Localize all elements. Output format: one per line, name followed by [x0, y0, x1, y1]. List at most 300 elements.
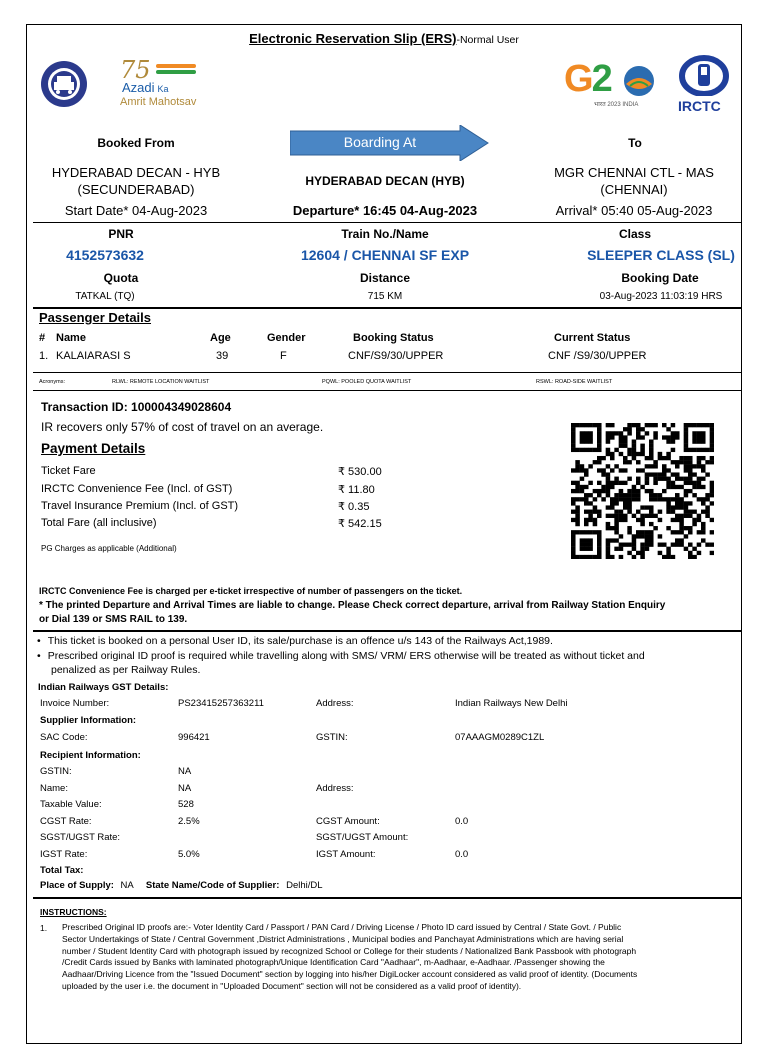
- qr-module: [610, 526, 615, 530]
- qr-module: [701, 468, 706, 472]
- qr-module: [580, 547, 585, 551]
- boarding-label: Boarding At: [343, 134, 417, 150]
- qr-module: [575, 514, 580, 518]
- gst-igst-amount-value: 0.0: [455, 849, 469, 860]
- qr-module: [632, 547, 637, 551]
- qr-module: [580, 423, 585, 427]
- qr-module: [593, 460, 598, 464]
- qr-module: [684, 489, 689, 493]
- gst-sac-label: SAC Code:: [40, 732, 88, 743]
- qr-module: [697, 439, 702, 443]
- irctc-text: IRCTC: [678, 98, 721, 114]
- qr-module: [636, 518, 641, 522]
- qr-module: [645, 423, 650, 427]
- qr-module: [636, 530, 641, 534]
- qr-module: [671, 485, 676, 489]
- qr-module: [614, 547, 619, 551]
- qr-module: [692, 431, 697, 435]
- qr-module: [584, 472, 589, 476]
- payment-value: ₹ 542.15: [338, 518, 382, 530]
- qr-module: [675, 501, 680, 505]
- qr-module: [584, 423, 589, 427]
- gst-invoice-label: Invoice Number:: [40, 698, 110, 709]
- divider-6: [33, 897, 742, 899]
- convenience-fee-note: IRCTC Convenience Fee is charged per e-ticket irrespective of number of passengers on the ticket.: [39, 586, 463, 596]
- qr-module: [584, 510, 589, 514]
- qr-module: [662, 435, 667, 439]
- qr-module: [649, 472, 654, 476]
- qr-module: [653, 493, 658, 497]
- qr-module: [679, 456, 684, 460]
- qr-module: [692, 547, 697, 551]
- qr-module: [575, 555, 580, 559]
- qr-module: [710, 551, 714, 555]
- qr-module: [671, 555, 676, 559]
- start-date: Start Date* 04-Aug-2023: [64, 203, 208, 218]
- bullet-2: • Prescribed original ID proof is required while travelling along with SMS/ VRM/ ERS otherwise will be treated as without ticket and: [37, 650, 645, 662]
- instruction-line: /Credit Cards issued by Banks with laminated photograph/Unique Identification Card "Aadhaar", m-Aadhaar, e-Aadhaar. /Passenger showing the: [62, 957, 605, 968]
- qr-module: [588, 448, 593, 452]
- qr-module: [658, 534, 663, 538]
- pg-charges-note: PG Charges as applicable (Additional): [41, 544, 177, 553]
- g20-text: G2: [564, 58, 611, 100]
- qr-module: [649, 489, 654, 493]
- transaction-id: Transaction ID: 100004349028604: [41, 400, 232, 414]
- qr-module: [684, 464, 689, 468]
- qr-module: [623, 514, 628, 518]
- qr-module: [697, 543, 702, 547]
- gst-r-gstin-value: NA: [178, 766, 192, 777]
- qr-module: [584, 439, 589, 443]
- col-gender: Gender: [267, 332, 306, 344]
- qr-module: [697, 423, 702, 427]
- qr-module: [623, 501, 628, 505]
- qr-module: [684, 431, 689, 435]
- qr-module: [649, 530, 654, 534]
- qr-module: [666, 485, 671, 489]
- gst-sac-value: 996421: [178, 732, 210, 743]
- qr-module: [658, 477, 663, 481]
- qr-module: [684, 448, 689, 452]
- qr-module: [627, 423, 632, 427]
- payment-details-title: Payment Details: [41, 441, 146, 456]
- qr-module: [675, 477, 680, 481]
- quota-value: TATKAL (TQ): [75, 291, 135, 302]
- qr-module: [710, 431, 714, 435]
- qr-module: [571, 547, 576, 551]
- qr-module: [636, 435, 641, 439]
- divider-1: [33, 222, 742, 223]
- qr-module: [692, 510, 697, 514]
- qr-module: [575, 485, 580, 489]
- qr-module: [679, 518, 684, 522]
- from-station-line2: (SECUNDERABAD): [77, 182, 195, 197]
- qr-module: [666, 501, 671, 505]
- gst-cgst-amount-label: CGST Amount:: [316, 816, 380, 827]
- qr-module: [584, 435, 589, 439]
- qr-module: [571, 439, 576, 443]
- qr-module: [675, 485, 680, 489]
- qr-module: [710, 456, 714, 460]
- qr-module: [671, 423, 676, 427]
- qr-module: [636, 493, 641, 497]
- gst-total-tax-label: Total Tax:: [40, 865, 84, 876]
- qr-module: [688, 551, 693, 555]
- qr-module: [593, 555, 598, 559]
- passenger-num: 1.: [39, 350, 49, 362]
- qr-module: [588, 514, 593, 518]
- qr-module: [597, 456, 602, 460]
- times-note-line1: * The printed Departure and Arrival Times are liable to change. Please Check correct departure, arrival from Railway Station Enquiry: [39, 600, 666, 611]
- qr-module: [575, 481, 580, 485]
- qr-module: [571, 423, 576, 427]
- qr-module: [632, 555, 637, 559]
- qr-module: [636, 431, 641, 435]
- qr-module: [710, 485, 714, 489]
- col-num: #: [39, 332, 46, 344]
- qr-module: [710, 435, 714, 439]
- qr-module: [692, 522, 697, 526]
- qr-module: [688, 448, 693, 452]
- qr-module: [692, 472, 697, 476]
- qr-module: [705, 493, 710, 497]
- qr-module: [597, 444, 602, 448]
- qr-module: [653, 526, 658, 530]
- qr-module: [571, 448, 576, 452]
- qr-module: [679, 497, 684, 501]
- qr-module: [580, 439, 585, 443]
- qr-module: [597, 530, 602, 534]
- qr-module: [632, 423, 637, 427]
- qr-module: [580, 555, 585, 559]
- qr-module: [705, 505, 710, 509]
- col-booking-status: Booking Status: [353, 332, 434, 344]
- gst-r-address-label: Address:: [316, 783, 354, 794]
- qr-module: [593, 489, 598, 493]
- qr-module: [679, 460, 684, 464]
- gst-cgst-amount-value: 0.0: [455, 816, 469, 827]
- qr-module: [671, 472, 676, 476]
- qr-module: [623, 468, 628, 472]
- gst-title: Indian Railways GST Details:: [38, 682, 169, 693]
- payment-row: [41, 500, 238, 512]
- qr-module: [649, 448, 654, 452]
- qr-module: [688, 501, 693, 505]
- qr-module: [580, 530, 585, 534]
- qr-module: [632, 538, 637, 542]
- gst-cgst-rate-label: CGST Rate:: [40, 816, 92, 827]
- qr-module: [632, 534, 637, 538]
- qr-module: [606, 522, 611, 526]
- qr-module: [662, 472, 667, 476]
- qr-module: [619, 493, 624, 497]
- qr-module: [649, 439, 654, 443]
- qr-module: [671, 431, 676, 435]
- qr-module: [623, 493, 628, 497]
- class-label: Class: [618, 227, 652, 241]
- gst-taxable-label: Taxable Value:: [40, 799, 102, 810]
- qr-module: [658, 510, 663, 514]
- qr-module: [640, 530, 645, 534]
- qr-module: [671, 530, 676, 534]
- indian-railways-logo: [40, 60, 88, 108]
- qr-module: [653, 460, 658, 464]
- qr-module: [597, 555, 602, 559]
- qr-module: [580, 464, 585, 468]
- qr-module: [645, 472, 650, 476]
- qr-module: [606, 435, 611, 439]
- qr-module: [701, 477, 706, 481]
- qr-module: [701, 439, 706, 443]
- qr-module: [684, 510, 689, 514]
- qr-module: [692, 423, 697, 427]
- qr-module: [571, 518, 576, 522]
- instruction-line: Prescribed Original ID proofs are:- Voter Identity Card / Passport / PAN Card / Driving License / Photo ID card issued by Central / State Govt. / Public: [62, 922, 622, 932]
- qr-module: [645, 530, 650, 534]
- qr-module: [627, 448, 632, 452]
- qr-module: [684, 477, 689, 481]
- qr-module: [649, 444, 654, 448]
- qr-module: [632, 439, 637, 443]
- qr-module: [614, 477, 619, 481]
- qr-module: [597, 448, 602, 452]
- qr-module: [684, 468, 689, 472]
- qr-module: [692, 481, 697, 485]
- qr-module: [645, 547, 650, 551]
- qr-module: [588, 547, 593, 551]
- qr-module: [593, 497, 598, 501]
- qr-module: [606, 439, 611, 443]
- qr-module: [671, 435, 676, 439]
- qr-module: [588, 481, 593, 485]
- qr-module: [666, 435, 671, 439]
- gst-name-label: Name:: [40, 783, 68, 794]
- qr-module: [606, 555, 611, 559]
- qr-module: [632, 514, 637, 518]
- qr-module: [627, 551, 632, 555]
- qr-module: [584, 518, 589, 522]
- qr-module: [619, 431, 624, 435]
- qr-module: [601, 472, 606, 476]
- qr-module: [684, 456, 689, 460]
- qr-module: [627, 489, 632, 493]
- qr-module: [597, 547, 602, 551]
- qr-module: [606, 547, 611, 551]
- qr-module: [588, 423, 593, 427]
- qr-module: [645, 505, 650, 509]
- qr-module: [666, 456, 671, 460]
- ers-title-suffix: -Normal User: [456, 34, 519, 46]
- qr-module: [614, 514, 619, 518]
- qr-module: [614, 501, 619, 505]
- qr-module: [593, 510, 598, 514]
- qr-module: [666, 497, 671, 501]
- qr-module: [588, 510, 593, 514]
- qr-module: [606, 526, 611, 530]
- qr-module: [597, 460, 602, 464]
- qr-module: [697, 530, 702, 534]
- qr-module: [610, 452, 615, 456]
- qr-module: [701, 464, 706, 468]
- qr-module: [627, 431, 632, 435]
- col-current-status: Current Status: [554, 332, 631, 344]
- instruction-1-num: 1.: [40, 923, 48, 933]
- qr-module: [571, 534, 576, 538]
- qr-module: [623, 505, 628, 509]
- qr-module: [640, 551, 645, 555]
- qr-module: [588, 538, 593, 542]
- qr-module: [688, 477, 693, 481]
- qr-module: [666, 505, 671, 509]
- qr-module: [580, 431, 585, 435]
- qr-module: [688, 468, 693, 472]
- qr-module: [606, 477, 611, 481]
- qr-module: [575, 518, 580, 522]
- qr-module: [588, 439, 593, 443]
- bullet-1: • This ticket is booked on a personal User ID, its sale/purchase is an offence u/s 143 of the Railways Act,1989.: [37, 635, 553, 647]
- qr-module: [575, 468, 580, 472]
- qr-module: [619, 547, 624, 551]
- qr-module: [593, 530, 598, 534]
- qr-module: [701, 501, 706, 505]
- qr-module: [688, 456, 693, 460]
- qr-module: [705, 510, 710, 514]
- booked-from-label: Booked From: [97, 136, 175, 150]
- col-name: Name: [56, 332, 86, 344]
- qr-module: [679, 501, 684, 505]
- qr-module: [684, 534, 689, 538]
- qr-module: [606, 431, 611, 435]
- qr-module: [588, 493, 593, 497]
- qr-module: [710, 427, 714, 431]
- qr-module: [606, 464, 611, 468]
- acronym-pqwl: PQWL: POOLED QUOTA WAITLIST: [322, 379, 412, 385]
- qr-module: [640, 534, 645, 538]
- qr-module: [666, 547, 671, 551]
- qr-module: [580, 485, 585, 489]
- qr-module: [623, 460, 628, 464]
- qr-module: [627, 460, 632, 464]
- divider-4: [33, 390, 742, 391]
- instruction-line: Sector Undertakings of State / Central Government ,District Administrations , Municipal bodies and Panchayat Administrations which are having serial: [62, 933, 624, 944]
- qr-module: [606, 543, 611, 547]
- qr-module: [627, 501, 632, 505]
- qr-module: [584, 497, 589, 501]
- qr-module: [666, 551, 671, 555]
- qr-module: [679, 477, 684, 481]
- qr-module: [701, 538, 706, 542]
- qr-module: [614, 538, 619, 542]
- qr-module: [627, 477, 632, 481]
- qr-module: [697, 464, 702, 468]
- qr-module: [584, 555, 589, 559]
- qr-module: [614, 497, 619, 501]
- qr-module: [584, 547, 589, 551]
- boarding-arrow: [290, 125, 490, 161]
- qr-module: [614, 493, 619, 497]
- quota-label: Quota: [103, 271, 139, 285]
- qr-module: [623, 444, 628, 448]
- qr-module: [649, 423, 654, 427]
- qr-module: [662, 464, 667, 468]
- qr-module: [606, 481, 611, 485]
- qr-module: [666, 477, 671, 481]
- qr-module: [684, 526, 689, 530]
- qr-module: [571, 489, 576, 493]
- gst-igst-rate-label: IGST Rate:: [40, 849, 88, 860]
- payment-row: [41, 465, 96, 477]
- qr-module: [697, 518, 702, 522]
- pnr-value: 4152573632: [66, 247, 144, 263]
- qr-module: [619, 497, 624, 501]
- qr-module: [705, 472, 710, 476]
- qr-module: [619, 555, 624, 559]
- payment-value: ₹ 11.80: [338, 484, 375, 496]
- departure: Departure* 16:45 04-Aug-2023: [292, 203, 478, 218]
- azadi-ka-amrit-mahotsav-logo: [112, 56, 207, 112]
- qr-module: [692, 485, 697, 489]
- gst-taxable-value: 528: [178, 799, 194, 810]
- qr-module: [662, 489, 667, 493]
- qr-module: [688, 472, 693, 476]
- qr-module: [684, 493, 689, 497]
- qr-module: [658, 493, 663, 497]
- qr-module: [614, 522, 619, 526]
- from-station-line1: HYDERABAD DECAN - HYB: [51, 165, 221, 180]
- qr-module: [675, 472, 680, 476]
- qr-module: [645, 456, 650, 460]
- qr-module: [610, 431, 615, 435]
- qr-module: [636, 468, 641, 472]
- qr-module: [623, 497, 628, 501]
- qr-module: [610, 514, 615, 518]
- qr-module: [666, 439, 671, 443]
- qr-module: [645, 489, 650, 493]
- qr-module: [684, 423, 689, 427]
- qr-module: [606, 472, 611, 476]
- payment-label: Travel Insurance Premium (Incl. of GST): [41, 500, 239, 512]
- qr-module: [627, 493, 632, 497]
- qr-module: [606, 485, 611, 489]
- qr-module: [697, 481, 702, 485]
- qr-module: [710, 489, 714, 493]
- qr-module: [666, 481, 671, 485]
- qr-module: [636, 481, 641, 485]
- qr-module: [584, 448, 589, 452]
- qr-module: [645, 514, 650, 518]
- qr-module: [688, 555, 693, 559]
- qr-module: [632, 489, 637, 493]
- payment-row: [41, 517, 157, 529]
- qr-module: [640, 543, 645, 547]
- distance-value: 715 KM: [367, 291, 403, 302]
- qr-module: [627, 543, 632, 547]
- qr-module: [575, 464, 580, 468]
- distance-label: Distance: [359, 271, 411, 285]
- qr-module: [640, 444, 645, 448]
- qr-module: [584, 530, 589, 534]
- qr-module: [662, 555, 667, 559]
- qr-module: [623, 427, 628, 431]
- irctc-emblem-icon: [678, 52, 730, 96]
- acronym-rlwl: RLWL: REMOTE LOCATION WAITLIST: [112, 379, 210, 385]
- qr-module: [705, 460, 710, 464]
- qr-module: [614, 510, 619, 514]
- payment-label: Ticket Fare: [41, 465, 96, 477]
- azadi-line1: Azadi Ka: [122, 80, 169, 95]
- qr-module: [688, 514, 693, 518]
- gst-supplier-title: Supplier Information:: [40, 715, 137, 726]
